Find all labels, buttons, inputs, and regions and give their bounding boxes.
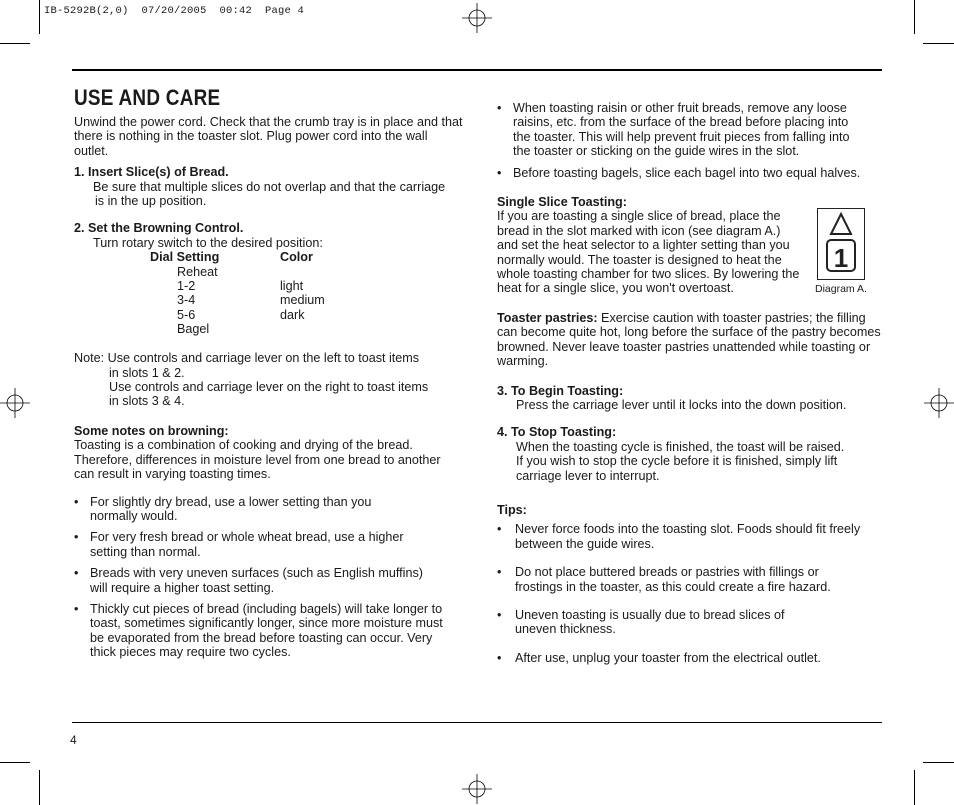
dial-setting-table xyxy=(74,250,464,338)
diagram-numeral: 1 xyxy=(833,243,849,273)
list-item: • For slightly dry bread, use a lower setting than you normally would. xyxy=(74,494,372,523)
top-rule xyxy=(72,69,882,71)
tip-text: Do not place buttered breads or pastries with fillings or xyxy=(515,565,819,580)
bullet-text: Breads with very uneven surfaces (such as English muffins) xyxy=(90,566,423,581)
note-text: in slots 3 & 4. xyxy=(109,394,185,409)
diagram-caption: Diagram A. xyxy=(815,283,867,295)
crop-mark xyxy=(914,770,915,805)
tips-heading: Tips: xyxy=(497,502,527,517)
registration-mark-icon xyxy=(462,3,492,33)
registration-mark-icon xyxy=(462,774,492,804)
dial-setting: 5-6 xyxy=(177,307,196,322)
pastries-text xyxy=(497,311,882,369)
dial-color: light xyxy=(280,279,304,294)
bullet-text: Thickly cut pieces of bread (including bagels) will take longer to toast, sometimes significantly longer, since more moisture must be evaporated from the bread before toasting can occur. Very thick pieces may require two cycles. xyxy=(90,601,443,660)
dial-header-color: Color xyxy=(280,250,313,265)
note-text: Use controls and carriage lever on the right to toast items xyxy=(109,380,429,395)
dial-header-setting: Dial Setting xyxy=(150,250,220,265)
single-slice-heading: Single Slice Toasting: xyxy=(497,195,627,210)
list-item: • For very fresh bread or whole wheat bread, use a higher setting than normal. xyxy=(74,530,404,559)
dial-color: medium xyxy=(280,293,325,308)
browning-heading: Some notes on browning: xyxy=(74,423,229,438)
note-text: in slots 1 & 2. xyxy=(109,365,185,380)
step4-heading: 4. To Stop Toasting: xyxy=(497,425,617,440)
single-slice-icon xyxy=(818,209,864,279)
crop-mark xyxy=(923,43,954,44)
crop-mark xyxy=(39,0,40,34)
step4-text: carriage lever to interrupt. xyxy=(516,468,660,483)
crop-mark xyxy=(39,770,40,805)
step2-text: Turn rotary switch to the desired position: xyxy=(93,235,323,250)
pastries-body: Exercise caution with toaster pastries; the filling can become quite hot, long before the surface of the pastry becomes browned. Never leave toaster pastries unattended while toasting or warming. xyxy=(497,310,881,369)
registration-mark-icon xyxy=(0,388,30,418)
dial-color: dark xyxy=(280,307,305,322)
dial-setting: Reheat xyxy=(177,264,218,279)
single-slice-text: If you are toasting a single slice of bread, place the bread in the slot marked with icon (see diagram A.) and set the heat selector to a lighter setting than you normally would. The toaster is designed to heat the whole toasting chamber for two slices. By lowering the heat for a single slice, you won't overtoast. xyxy=(497,209,800,296)
tip-text: frostings in the toaster, as this could create a fire hazard. xyxy=(515,579,831,594)
crop-mark xyxy=(0,43,30,44)
page-number: 4 xyxy=(70,733,77,747)
dial-setting: Bagel xyxy=(177,322,210,337)
browning-text: Toasting is a combination of cooking and drying of the bread. Therefore, differences in moisture level from one bread to another can result in varying toasting times. xyxy=(74,438,441,482)
intro-text: Unwind the power cord. Check that the crumb tray is in place and that there is nothing in the toaster slot. Plug power cord into the wall outlet. xyxy=(74,115,463,158)
tip-text: After use, unplug your toaster from the electrical outlet. xyxy=(515,650,821,665)
step1-text: is in the up position. xyxy=(95,194,207,209)
step4-text: When the toasting cycle is finished, the toast will be raised. xyxy=(516,439,845,454)
list-item: • After use, unplug your toaster from the electrical outlet. xyxy=(497,651,882,665)
bullet-text: Before toasting bagels, slice each bagel into two equal halves. xyxy=(513,165,861,180)
step1-text: Be sure that multiple slices do not overlap and that the carriage xyxy=(93,179,446,194)
tip-text: Never force foods into the toasting slot. Foods should fit freely xyxy=(515,522,861,537)
dial-setting: 1-2 xyxy=(177,279,196,294)
list-item: • Before toasting bagels, slice each bagel into two equal halves. xyxy=(497,166,882,180)
step4-text: If you wish to stop the cycle before it is finished, simply lift xyxy=(516,454,838,469)
diagram-a xyxy=(817,208,865,280)
list-item: • When toasting raisin or other fruit breads, remove any loose raisins, etc. from the surface of the bread before placing into the toaster. This will help prevent fruit pieces from falling into the toaster or sticking on the guide wires in the slot. xyxy=(497,101,882,159)
right-column xyxy=(497,101,882,665)
crop-mark xyxy=(923,762,954,763)
tip-text: uneven thickness. xyxy=(515,622,616,637)
tip-text: Uneven toasting is usually due to bread slices of xyxy=(515,607,785,622)
step2-heading: 2. Set the Browning Control. xyxy=(74,221,244,236)
bottom-rule xyxy=(72,722,882,723)
bullet-text: When toasting raisin or other fruit breads, remove any loose raisins, etc. from the surface of the bread before placing into the toaster. This will help prevent fruit pieces from falling into the toaster or sticking on the guide wires in the slot. xyxy=(513,101,850,159)
note-text: Note: Use controls and carriage lever on the left to toast items xyxy=(74,351,420,366)
bullet-text: For very fresh bread or whole wheat bread, use a higher xyxy=(90,530,404,545)
step3-heading: 3. To Begin Toasting: xyxy=(497,383,624,398)
step3-text: Press the carriage lever until it locks into the down position. xyxy=(516,397,847,412)
tip-text: between the guide wires. xyxy=(515,536,655,551)
left-column xyxy=(74,115,464,660)
pastries-label: Toaster pastries: xyxy=(497,310,598,325)
dial-setting: 3-4 xyxy=(177,293,196,308)
crop-mark xyxy=(914,0,915,34)
list-item: • Do not place buttered breads or pastries with fillings or frostings in the toaster, as this could create a fire hazard. xyxy=(497,565,831,594)
list-item: • Thickly cut pieces of bread (including bagels) will take longer to toast, sometimes significantly longer, since more moisture must be evaporated from the bread before toasting can occur. Very thick pieces may require two cycles. xyxy=(74,602,464,660)
registration-mark-icon xyxy=(924,388,954,418)
bullet-text: For slightly dry bread, use a lower setting than you xyxy=(90,494,372,509)
bullet-text: normally would. xyxy=(90,508,178,523)
print-slug: IB-5292B(2,0) 07/20/2005 00:42 Page 4 xyxy=(44,5,305,17)
list-item: • Uneven toasting is usually due to bread slices of uneven thickness. xyxy=(497,607,785,637)
bullet-text: will require a higher toast setting. xyxy=(90,580,275,595)
page-title: USE AND CARE xyxy=(74,85,221,110)
bullet-text: setting than normal. xyxy=(90,544,201,559)
list-item: • Breads with very uneven surfaces (such as English muffins) will require a higher toast setting. xyxy=(74,566,423,595)
crop-mark xyxy=(0,762,30,763)
step1-heading: 1. Insert Slice(s) of Bread. xyxy=(74,165,229,180)
list-item: • Never force foods into the toasting slot. Foods should fit freely between the guide wires. xyxy=(497,522,861,551)
